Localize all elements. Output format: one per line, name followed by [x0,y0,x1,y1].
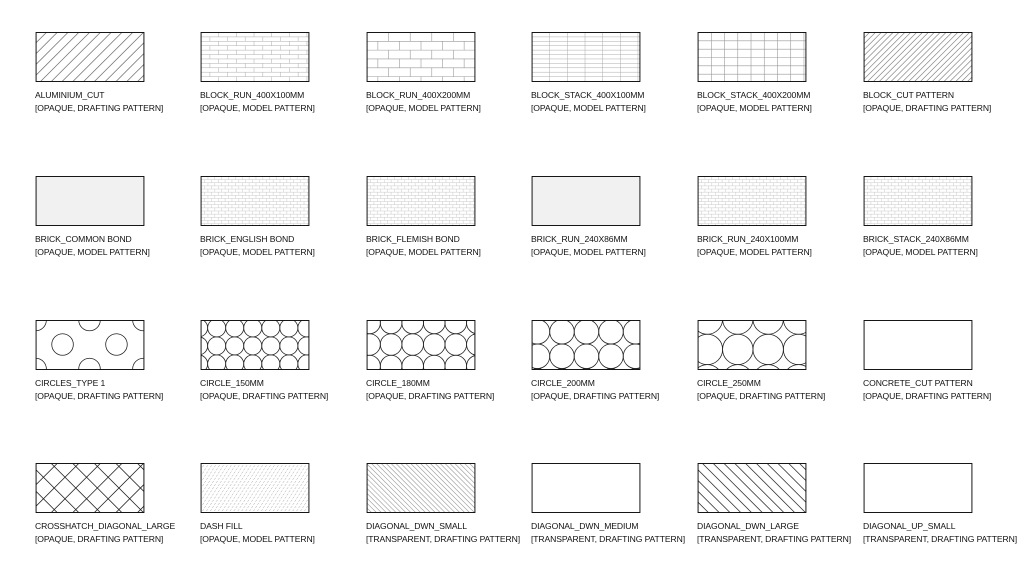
pattern-swatch [35,320,145,370]
pattern-description: [OPAQUE, MODEL PATTERN] [200,247,315,257]
pattern-description: [OPAQUE, DRAFTING PATTERN] [35,534,164,544]
pattern-swatch [200,176,310,226]
pattern-cell [531,176,691,259]
pattern-cell [366,463,526,546]
pattern-swatch [531,32,641,82]
pattern-name: BLOCK_RUN_400X100MM [200,90,305,100]
pattern-name: DASH FILL [200,521,243,531]
pattern-cell [35,32,195,115]
pattern-swatch [863,32,973,82]
pattern-cell [200,32,360,115]
pattern-description: [OPAQUE, DRAFTING PATTERN] [35,391,164,401]
pattern-name: CIRCLES_TYPE 1 [35,378,106,388]
pattern-name: BRICK_RUN_240X100MM [697,234,799,244]
pattern-name: DIAGONAL_DWN_LARGE [697,521,799,531]
pattern-cell [697,32,857,115]
pattern-description: [OPAQUE, DRAFTING PATTERN] [200,391,329,401]
pattern-swatch [366,176,476,226]
pattern-name: CONCRETE_CUT PATTERN [863,378,973,388]
pattern-name: ALUMINIUM_CUT [35,90,105,100]
pattern-description: [OPAQUE, DRAFTING PATTERN] [35,103,164,113]
pattern-cell [697,463,857,546]
pattern-cell [200,176,360,259]
pattern-cell [863,463,1023,546]
pattern-swatch [200,320,310,370]
pattern-cell [863,320,1023,403]
pattern-description: [OPAQUE, MODEL PATTERN] [35,247,150,257]
pattern-swatch [863,463,973,513]
pattern-swatch [863,176,973,226]
pattern-name: DIAGONAL_UP_SMALL [863,521,956,531]
pattern-description: [OPAQUE, MODEL PATTERN] [366,103,481,113]
pattern-description: [OPAQUE, MODEL PATTERN] [697,103,812,113]
pattern-swatch [863,320,973,370]
pattern-swatch [35,463,145,513]
pattern-name: CIRCLE_150MM [200,378,264,388]
pattern-description: [OPAQUE, DRAFTING PATTERN] [531,391,660,401]
pattern-swatch [531,320,641,370]
pattern-description: [OPAQUE, DRAFTING PATTERN] [863,391,992,401]
pattern-cell [366,320,526,403]
pattern-cell [863,32,1023,115]
pattern-name: CIRCLE_180MM [366,378,430,388]
pattern-cell [863,176,1023,259]
pattern-name: CIRCLE_200MM [531,378,595,388]
pattern-name: DIAGONAL_DWN_MEDIUM [531,521,639,531]
pattern-name: BLOCK_STACK_400X100MM [531,90,645,100]
pattern-swatch [697,32,807,82]
pattern-cell [200,463,360,546]
pattern-name: BRICK_ENGLISH BOND [200,234,295,244]
pattern-description: [OPAQUE, MODEL PATTERN] [366,247,481,257]
pattern-name: BLOCK_CUT PATTERN [863,90,954,100]
pattern-name: BLOCK_RUN_400X200MM [366,90,471,100]
pattern-swatch [200,32,310,82]
pattern-description: [OPAQUE, MODEL PATTERN] [531,103,646,113]
pattern-description: [OPAQUE, MODEL PATTERN] [200,103,315,113]
pattern-description: [OPAQUE, DRAFTING PATTERN] [863,103,992,113]
pattern-name: BLOCK_STACK_400X200MM [697,90,811,100]
pattern-description: [OPAQUE, MODEL PATTERN] [531,247,646,257]
pattern-swatch [366,463,476,513]
pattern-swatch [200,463,310,513]
pattern-swatch [697,176,807,226]
pattern-swatch [35,32,145,82]
pattern-swatch [697,463,807,513]
pattern-description: [TRANSPARENT, DRAFTING PATTERN] [697,534,851,544]
pattern-name: BRICK_RUN_240X86MM [531,234,628,244]
pattern-description: [TRANSPARENT, DRAFTING PATTERN] [531,534,685,544]
pattern-cell [35,320,195,403]
pattern-swatch [35,176,145,226]
pattern-cell [35,463,195,546]
pattern-cell [200,320,360,403]
pattern-name: BRICK_COMMON BOND [35,234,132,244]
pattern-swatch [531,463,641,513]
pattern-description: [OPAQUE, DRAFTING PATTERN] [697,391,826,401]
pattern-description: [OPAQUE, MODEL PATTERN] [863,247,978,257]
pattern-description: [OPAQUE, MODEL PATTERN] [200,534,315,544]
pattern-name: DIAGONAL_DWN_SMALL [366,521,467,531]
pattern-cell [366,176,526,259]
pattern-description: [TRANSPARENT, DRAFTING PATTERN] [863,534,1017,544]
pattern-cell [531,463,691,546]
pattern-cell [697,176,857,259]
pattern-cell [366,32,526,115]
pattern-name: BRICK_STACK_240X86MM [863,234,969,244]
pattern-cell [531,32,691,115]
pattern-swatch [531,176,641,226]
pattern-cell [35,176,195,259]
pattern-cell [697,320,857,403]
pattern-swatch [366,32,476,82]
pattern-description: [TRANSPARENT, DRAFTING PATTERN] [366,534,520,544]
pattern-name: CROSSHATCH_DIAGONAL_LARGE [35,521,176,531]
pattern-swatch [697,320,807,370]
pattern-swatch [366,320,476,370]
pattern-cell [531,320,691,403]
pattern-name: CIRCLE_250MM [697,378,761,388]
pattern-description: [OPAQUE, MODEL PATTERN] [697,247,812,257]
pattern-name: BRICK_FLEMISH BOND [366,234,460,244]
pattern-description: [OPAQUE, DRAFTING PATTERN] [366,391,495,401]
